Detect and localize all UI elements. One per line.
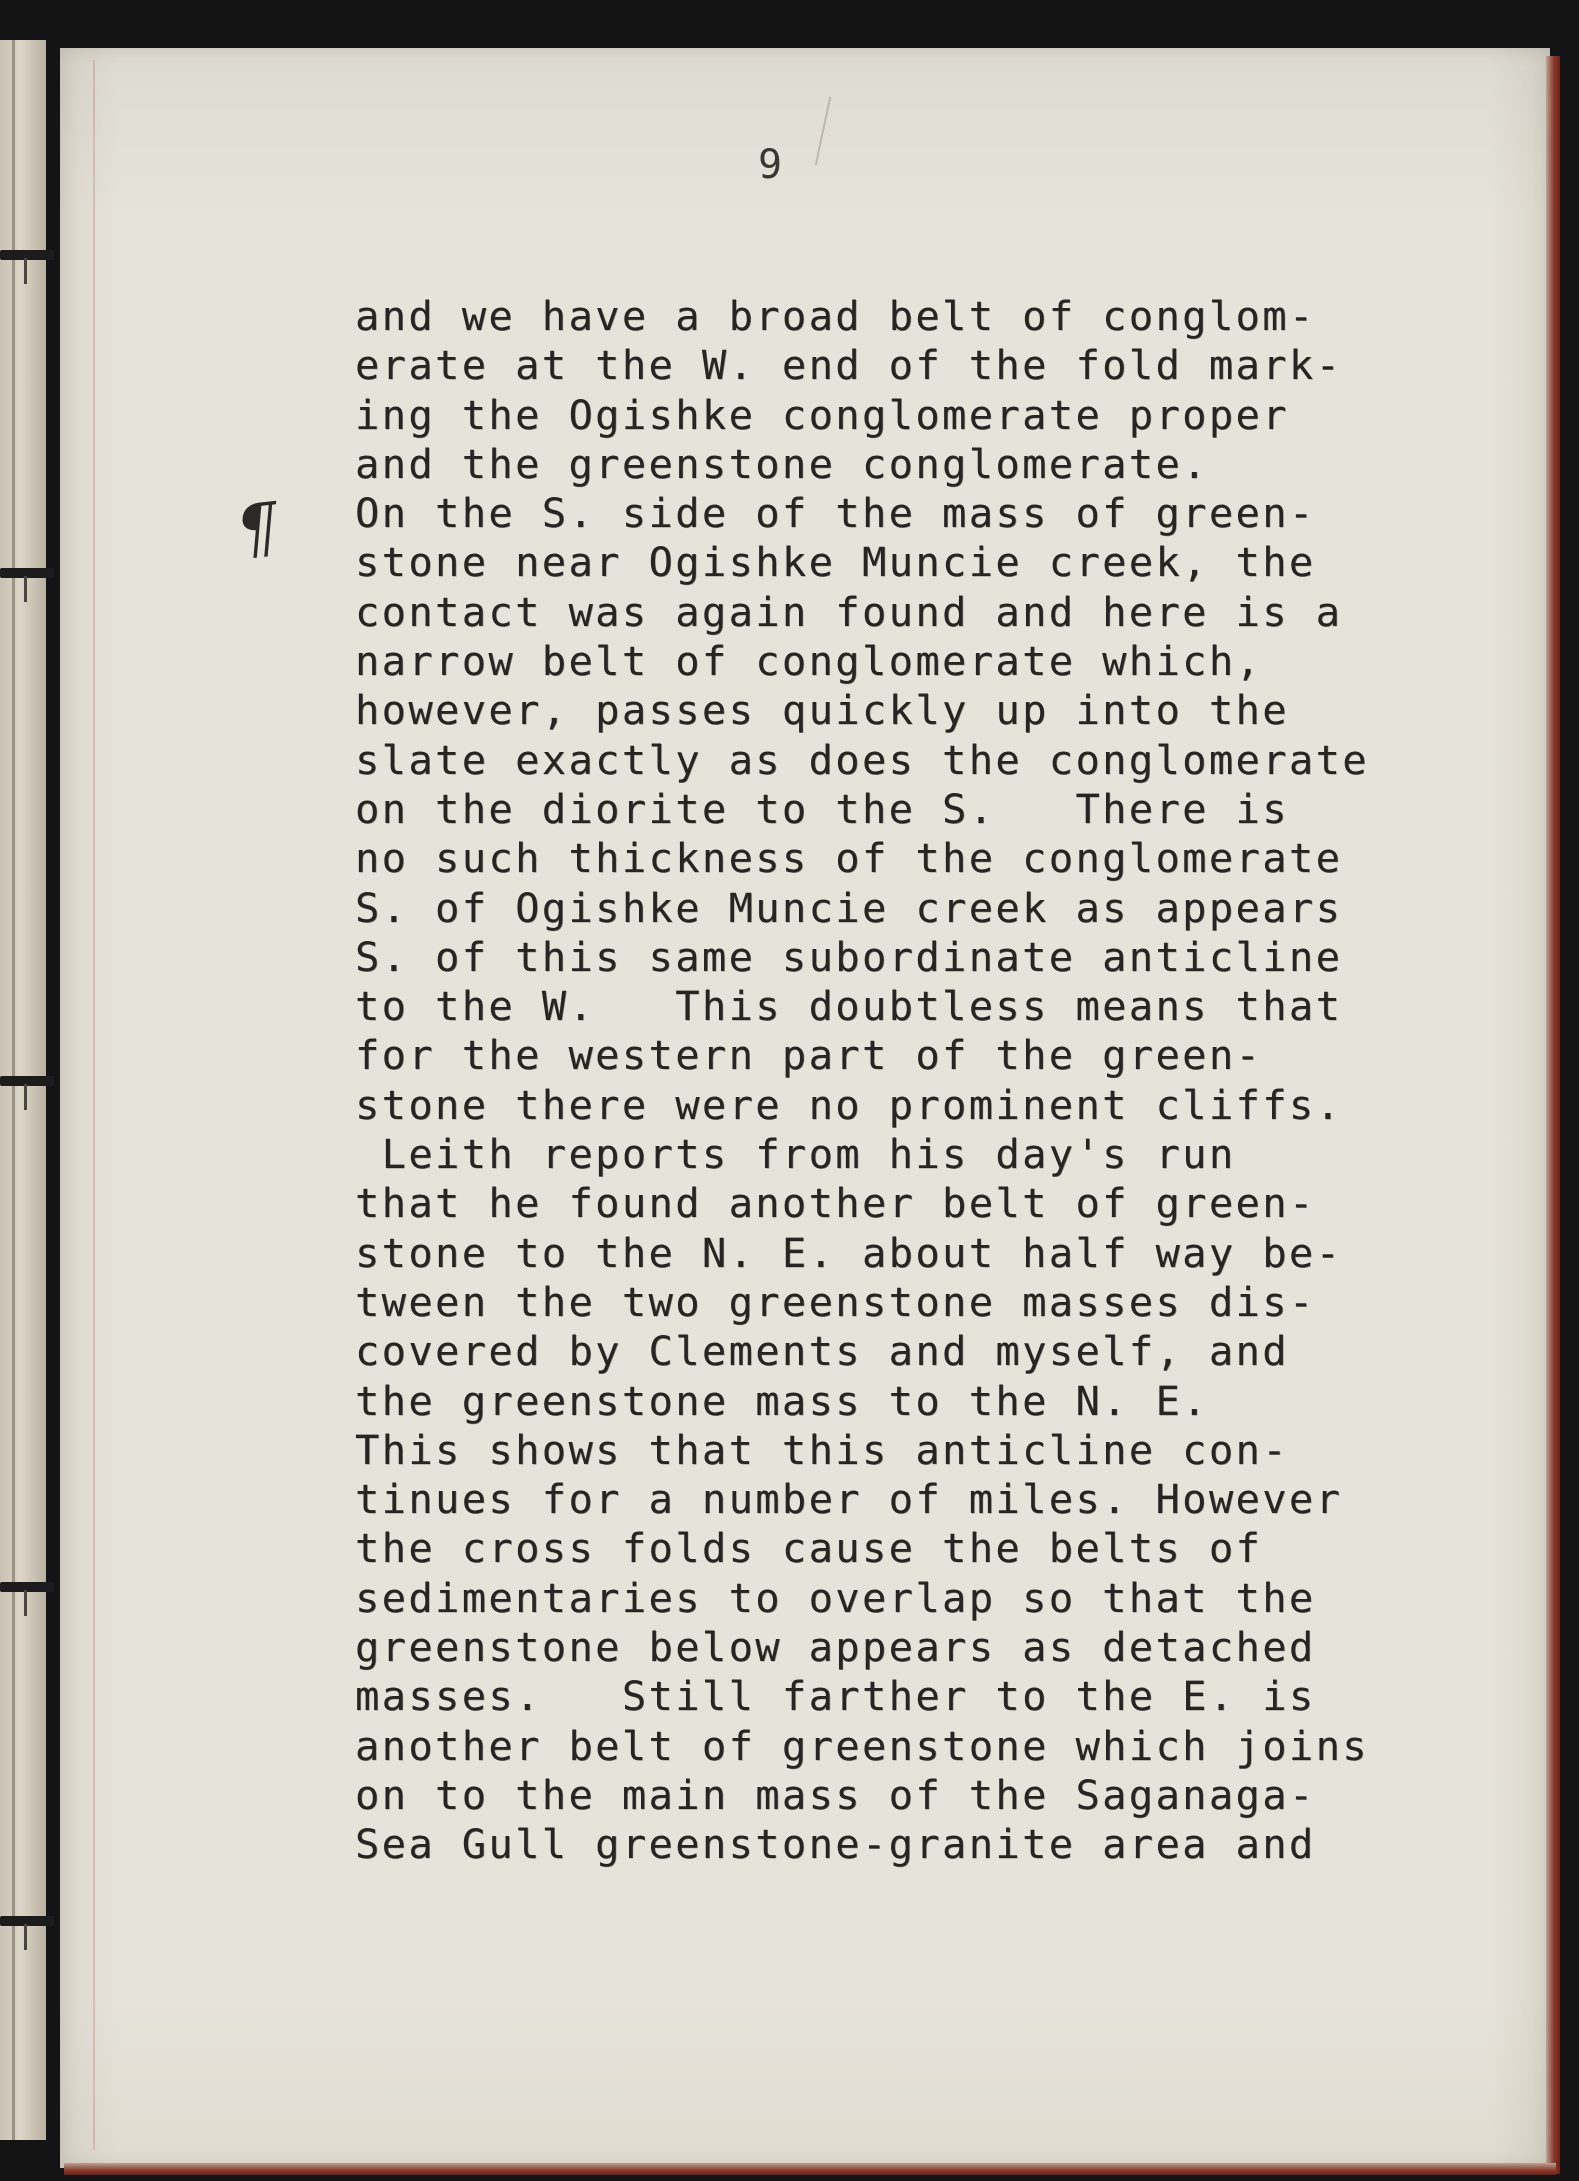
cover-edge-right	[1546, 56, 1560, 2174]
binder-ring	[0, 1916, 54, 1926]
binder-ring	[0, 1076, 54, 1086]
text-line: covered by Clements and myself, and	[355, 1327, 1289, 1376]
text-line: to the W. This doubtless means that	[355, 982, 1343, 1031]
text-line: tinues for a number of miles. However	[355, 1475, 1343, 1524]
paragraph-mark: ¶	[232, 488, 282, 569]
text-line: however, passes quickly up into the	[355, 686, 1289, 735]
text-line: sedimentaries to overlap so that the	[355, 1573, 1316, 1622]
binder-ring	[0, 568, 54, 578]
page-number: 9	[758, 142, 784, 188]
text-line: and we have a broad belt of conglom-	[355, 292, 1316, 340]
text-line: and the greenstone conglomerate.	[355, 439, 1209, 488]
text-line: on to the main mass of the Saganaga-	[355, 1770, 1316, 1819]
text-line: greenstone below appears as detached	[355, 1623, 1316, 1672]
text-line: S. of Ogishke Muncie creek as appears	[355, 883, 1343, 932]
binder-ring	[0, 250, 54, 260]
text-line: slate exactly as does the conglomerate	[355, 735, 1369, 784]
text-line: contact was again found and here is a	[355, 587, 1343, 636]
text-line: stone to the N. E. about half way be-	[355, 1228, 1343, 1277]
typed-text-block	[355, 292, 1495, 1870]
text-line: masses. Still farther to the E. is	[355, 1672, 1316, 1721]
margin-rule	[93, 60, 95, 2150]
binder-strip	[0, 40, 46, 2140]
text-line: narrow belt of conglomerate which,	[355, 637, 1263, 686]
cover-edge-bottom	[64, 2163, 1556, 2175]
text-line: on the diorite to the S. There is	[355, 784, 1289, 833]
text-line: the cross folds cause the belts of	[355, 1524, 1263, 1573]
text-line: stone near Ogishke Muncie creek, the	[355, 538, 1316, 587]
text-line: tween the two greenstone masses dis-	[355, 1277, 1316, 1326]
text-line: Leith reports from his day's run	[355, 1130, 1236, 1179]
binder-ring	[0, 1582, 54, 1592]
text-line: no such thickness of the conglomerate	[355, 834, 1343, 883]
text-line: the greenstone mass to the N. E.	[355, 1376, 1209, 1425]
text-line: another belt of greenstone which joins	[355, 1721, 1369, 1770]
text-line: S. of this same subordinate anticline	[355, 932, 1343, 981]
text-line: ing the Ogishke conglomerate proper	[355, 390, 1289, 439]
text-line: stone there were no prominent cliffs.	[355, 1080, 1343, 1129]
text-line: This shows that this anticline con-	[355, 1425, 1289, 1474]
text-line: that he found another belt of green-	[355, 1179, 1316, 1228]
text-line: erate at the W. end of the fold mark-	[355, 341, 1343, 390]
text-line: On the S. side of the mass of green-	[355, 489, 1316, 538]
text-line: for the western part of the green-	[355, 1031, 1263, 1080]
text-line: Sea Gull greenstone-granite area and	[355, 1820, 1316, 1869]
binder-edge	[12, 40, 15, 2140]
